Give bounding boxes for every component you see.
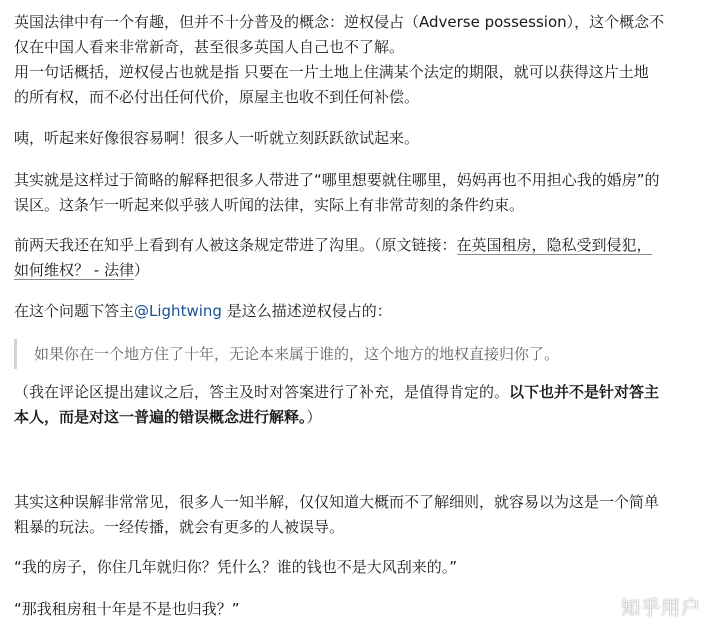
- paragraph-reaction: [14, 126, 419, 151]
- paragraph-line: 粗暴的玩法。一经传播，就会有更多的人被误导。: [14, 518, 345, 536]
- paragraph-common-misunderstanding: [14, 490, 659, 540]
- answerer-prefix: 在这个问题下答主: [14, 302, 135, 320]
- source-suffix: ）: [133, 261, 149, 279]
- note-bold-text: 以下也并不是针对答主: [509, 383, 660, 401]
- quote-block: [14, 339, 704, 369]
- paragraph-line: [14, 258, 652, 283]
- paragraph-line: “我的房子，你住几年就归你？凭什么？谁的钱也不是大风刮来的。”: [14, 558, 458, 576]
- note-normal-text: （我在评论区提出建议之后，答主及时对答案进行了补充，是值得肯定的。: [14, 383, 510, 401]
- paragraph-line: 仅在中国人看来非常新奇，甚至很多英国人自己也不了解。: [14, 38, 405, 56]
- watermark-text: 知乎用户: [620, 597, 701, 619]
- paragraph-line: 的所有权，而不必付出任何代价，原屋主也收不到任何补偿。: [14, 88, 420, 106]
- quote-text: 如果你在一个地方住了十年，无论本来属于谁的，这个地方的地权直接归你了。: [34, 345, 560, 363]
- note-normal-text: ）: [306, 408, 322, 426]
- paragraph-line: “那我租房租十年是不是也归我？”: [14, 600, 240, 618]
- original-article-link-continued[interactable]: 如何维权？ - 法律: [14, 261, 134, 279]
- source-prefix: 前两天我还在知乎上看到有人被这条规定带进了沟里。（原文链接：: [14, 236, 457, 254]
- paragraph-line: [14, 405, 659, 430]
- answerer-suffix: 是这么描述逆权侵占的：: [221, 302, 392, 320]
- paragraph-source: [14, 233, 652, 283]
- paragraph-author-note: [14, 380, 659, 430]
- note-bold-text: 本人，而是对这一普遍的错误概念进行解释。: [14, 408, 307, 426]
- paragraph-line: [14, 233, 652, 258]
- paragraph-line: [14, 380, 659, 405]
- paragraph-intro: [14, 10, 664, 110]
- paragraph-line: 咦，听起来好像很容易啊！很多人一听就立刻跃跃欲试起来。: [14, 129, 420, 147]
- paragraph-misconception: [14, 168, 660, 218]
- paragraph-line: 误区。这条乍一听起来似乎骇人听闻的法律，实际上有非常苛刻的条件约束。: [14, 196, 525, 214]
- user-mention-link[interactable]: @Lightwing: [134, 302, 222, 320]
- original-article-link[interactable]: 在英国租房，隐私受到侵犯，: [456, 236, 652, 254]
- paragraph-line: 其实就是这样过于简略的解释把很多人带进了“哪里想要就住哪里，妈妈再也不用担心我的婚房”的: [14, 171, 660, 189]
- paragraph-quote-rent: [14, 597, 240, 622]
- paragraph-line: 其实这种误解非常常见，很多人一知半解，仅仅知道大概而不了解细则，就容易以为这是一个简单: [14, 493, 660, 511]
- paragraph-quote-house: [14, 555, 457, 580]
- paragraph-answerer: [14, 299, 392, 324]
- paragraph-line: 英国法律中有一个有趣，但并不十分普及的概念：逆权侵占（Adverse possession），这个概念不: [14, 13, 665, 31]
- paragraph-line: 用一句话概括，逆权侵占也就是指 只要在一片土地上住满某个法定的期限，就可以获得这片土地: [14, 63, 649, 81]
